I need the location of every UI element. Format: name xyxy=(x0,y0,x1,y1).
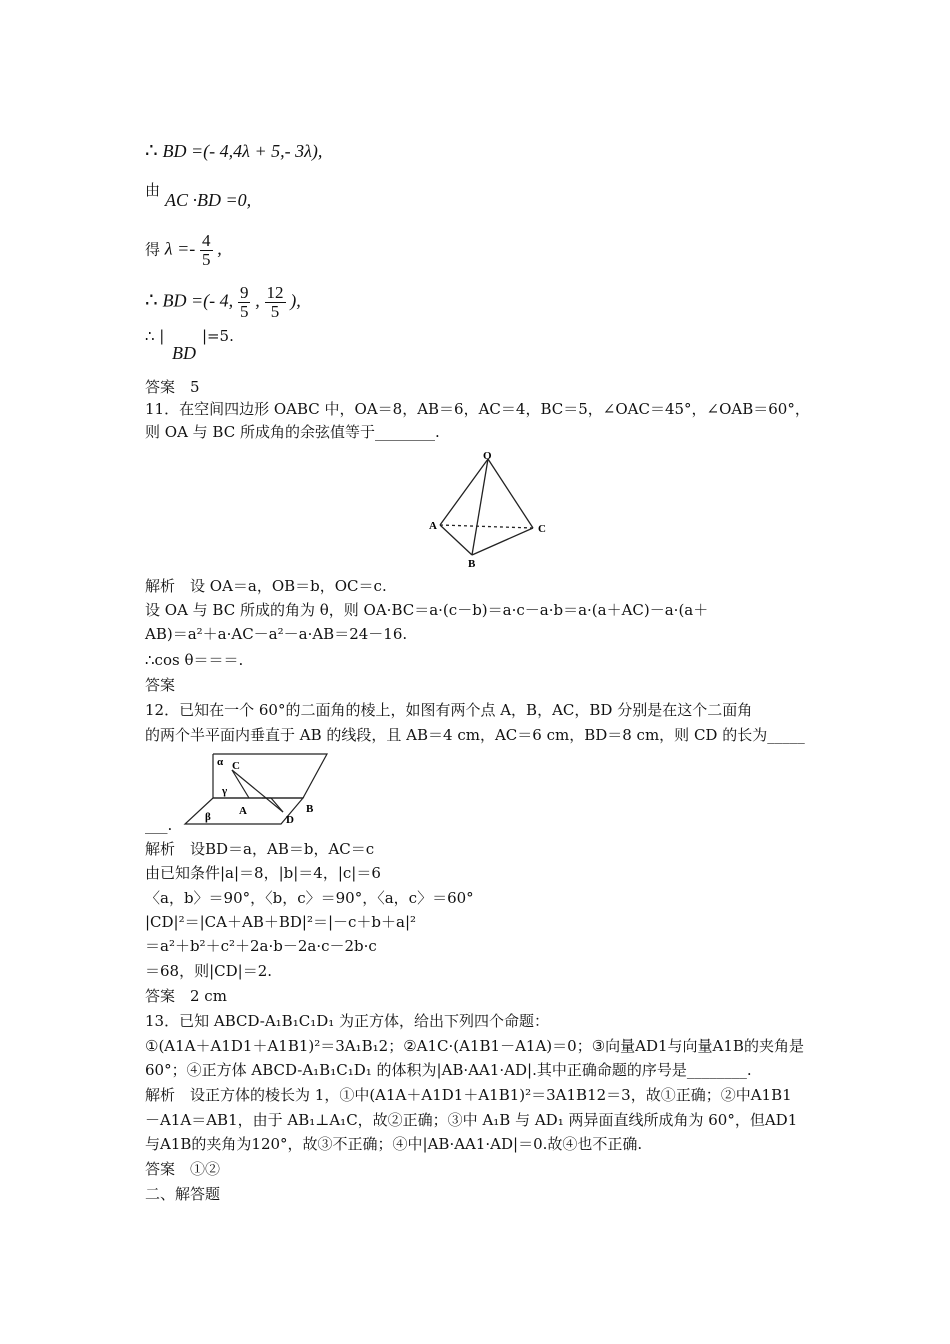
bd-label xyxy=(172,343,196,364)
question-13-line-3: 60°；④正方体 ABCD-A₁B₁C₁D₁ 的体积为|AB·AA1·AD|.其中正确命题的序号是________. xyxy=(145,1061,752,1079)
comma: , xyxy=(217,238,222,259)
label-d: D xyxy=(286,814,294,826)
fraction-numerator: 9 xyxy=(239,283,249,302)
dot-product-expression: AC ·BD =0, xyxy=(165,190,252,210)
dihedral-angle-figure xyxy=(175,750,345,830)
vertex-label-o: O xyxy=(483,450,492,462)
question-13-line-1: 13．已知 ABCD-A₁B₁C₁D₁ 为正方体，给出下列四个命题： xyxy=(145,1012,550,1030)
fraction-denominator: 5 xyxy=(239,302,249,321)
tetrahedron-figure xyxy=(420,448,560,570)
answer-12: 答案 2 cm xyxy=(145,987,227,1005)
answer-10: 答案 5 xyxy=(145,378,200,396)
solution-12-line-2: 由已知条件|a|＝8，|b|＝4，|c|＝6 xyxy=(145,864,381,882)
lambda-eq: λ =- xyxy=(164,238,196,259)
solution-12-line-6: ＝68，则|CD|＝2. xyxy=(145,962,273,980)
solution-12-line-3: 〈a，b〉＝90°，〈b，c〉＝90°，〈a，c〉＝60° xyxy=(145,889,474,907)
fraction-12-5 xyxy=(265,284,286,321)
fraction-4-5 xyxy=(200,232,213,269)
label-gamma: γ xyxy=(222,785,228,797)
therefore-symbol: ∴ xyxy=(145,138,158,162)
label-a: A xyxy=(239,805,247,817)
solution-11-line-2: 设 OA 与 BC 所成的角为 θ，则 OA·BC＝a·(c－b)＝a·c－a·b＝a·(a＋AC)－a·(a＋ xyxy=(145,601,709,619)
label-alpha: α xyxy=(217,756,224,768)
question-12-line-3: ___. xyxy=(145,816,173,834)
solution-12-line-4: |CD|²＝|CA＋AB＋BD|²＝|－c＋b＋a|² xyxy=(145,913,417,931)
solution-13-line-1: 解析 设正方体的棱长为 1，①中(A1A＋A1D1＋A1B1)²＝3A1B12＝3，故①正确；②中A1B1 xyxy=(145,1086,792,1104)
question-11-line-1: 11．在空间四边形 OABC 中，OA＝8，AB＝6，AC＝4，BC＝5，∠OAC＝45°，∠OAB＝60°， xyxy=(145,400,810,418)
solution-13-line-3: 与A1B的夹角为120°，故③不正确；④中|AB·AA1·AD|＝0.故④也不正确. xyxy=(145,1135,643,1153)
you-char: 由 xyxy=(145,181,161,199)
derivation-line-2-math xyxy=(165,190,251,211)
therefore-symbol: ∴ xyxy=(145,287,158,312)
label-b: B xyxy=(306,803,314,815)
section-2-heading: 二、解答题 xyxy=(145,1185,221,1203)
fraction-numerator: 4 xyxy=(202,231,211,250)
answer-11: 答案 xyxy=(145,676,176,694)
solution-11-line-4: ∴cos θ＝＝＝. xyxy=(145,651,244,669)
comma: , xyxy=(255,290,260,311)
label-c: C xyxy=(232,760,240,772)
derivation-line-4 xyxy=(145,284,301,321)
fraction-numerator: 12 xyxy=(266,283,284,302)
fraction-denominator: 5 xyxy=(265,302,286,321)
fraction-9-5 xyxy=(238,284,251,321)
closing-paren: ), xyxy=(290,290,301,311)
solution-12-line-5: ＝a²＋b²＋c²＋2a·b－2a·c－2b·c xyxy=(145,937,377,955)
bd-value-prefix: BD =(- 4, xyxy=(162,290,234,311)
question-11-line-2: 则 OA 与 BC 所成角的余弦值等于________. xyxy=(145,423,440,441)
solution-11-line-1: 解析 设 OA＝a，OB＝b，OC＝c. xyxy=(145,577,387,595)
solution-13-line-2: －A1A＝AB1，由于 AB₁⊥A₁C，故②正确；③中 A₁B 与 AD₁ 两异面直线所成角为 60°，但AD1 xyxy=(145,1111,798,1129)
question-13-line-2: ①(A1A＋A1D1＋A1B1)²＝3A₁B₁2；②A1C·(A1B1－A1A)＝0；③向量AD1与向量A1B的夹角是 xyxy=(145,1037,804,1055)
abs-close-value: |=5. xyxy=(201,327,234,345)
vertex-label-b: B xyxy=(468,558,476,570)
derivation-line-3 xyxy=(145,232,222,269)
answer-13: 答案 ①② xyxy=(145,1160,221,1178)
label-beta: β xyxy=(205,811,211,823)
vertex-label-c: C xyxy=(538,523,546,535)
abs-open: ∴ | xyxy=(145,327,165,345)
derivation-line-1 xyxy=(145,140,322,162)
de-char: 得 xyxy=(145,240,161,259)
question-12-line-2: 的两个半平面内垂直于 AB 的线段，且 AB＝4 cm，AC＝6 cm，BD＝8 cm，则 CD 的长为_____ xyxy=(145,726,805,744)
fraction-denominator: 5 xyxy=(202,250,211,269)
vector-bd-expression: BD =(- 4,4λ + 5,- 3λ), xyxy=(162,141,323,161)
question-12-line-1: 12．已知在一个 60°的二面角的棱上，如图有两个点 A，B，AC，BD 分别是在这个二面角 xyxy=(145,701,753,719)
derivation-line-2 xyxy=(145,180,160,200)
solution-11-line-3: AB)＝a²＋a·AC－a²－a·AB＝24－16. xyxy=(145,625,408,643)
solution-12-line-1: 解析 设BD＝a，AB＝b，AC＝c xyxy=(145,840,375,858)
bd-vector: BD xyxy=(172,343,196,363)
vertex-label-a: A xyxy=(429,520,437,532)
